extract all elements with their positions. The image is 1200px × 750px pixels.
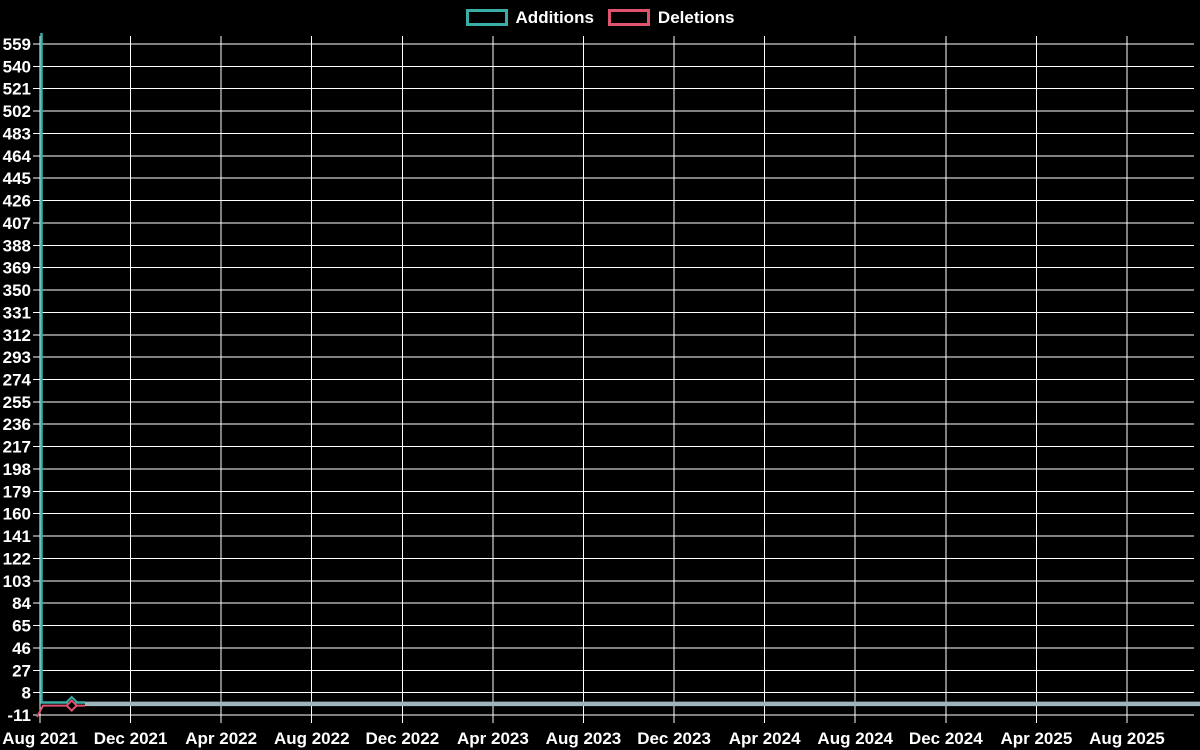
y-tick-label: 65 [12, 616, 31, 636]
legend-swatch-additions-icon [466, 9, 508, 26]
legend-label-deletions: Deletions [657, 8, 735, 27]
y-tick-label: 483 [2, 124, 31, 144]
x-tick-label: Aug 2022 [273, 729, 350, 748]
y-tick-label: 445 [2, 169, 31, 189]
x-tick-label: Aug 2021 [2, 729, 78, 748]
y-tick-label: 293 [2, 348, 31, 368]
y-tick-label: 388 [2, 236, 31, 256]
x-tick-label: Apr 2025 [1000, 729, 1073, 748]
y-tick-label: 103 [2, 571, 31, 591]
y-tick-label: 84 [12, 594, 31, 614]
x-tick-label: Aug 2023 [545, 729, 622, 748]
legend-swatch-deletions-icon [608, 9, 650, 26]
y-tick-label: 217 [2, 437, 31, 457]
y-tick-label: 46 [12, 638, 31, 658]
y-tick-label: 502 [2, 102, 31, 122]
x-tick-label: Aug 2025 [1089, 729, 1165, 748]
x-tick-label: Dec 2022 [365, 729, 440, 748]
y-tick-label: 236 [2, 415, 31, 435]
x-tick-label: Apr 2023 [456, 729, 529, 748]
y-tick-label: -11 [7, 706, 31, 725]
y-tick-label: 274 [2, 370, 31, 390]
y-tick-label: 27 [12, 661, 31, 681]
x-tick-label: Apr 2024 [728, 729, 801, 748]
x-tick-label: Dec 2021 [93, 729, 168, 748]
y-tick-label: 521 [2, 79, 31, 99]
x-tick-label: Apr 2022 [185, 729, 258, 748]
y-tick-label: 369 [2, 258, 31, 278]
legend-item-deletions [608, 9, 735, 26]
chart-legend [0, 9, 1200, 26]
y-tick-label: 179 [2, 482, 31, 502]
x-tick-label: Aug 2024 [817, 729, 894, 748]
legend-item-additions [466, 9, 594, 26]
y-tick-label: 8 [21, 683, 31, 703]
y-tick-label: 464 [2, 146, 31, 166]
y-tick-label: 122 [2, 549, 31, 569]
y-tick-label: 331 [2, 303, 31, 323]
y-tick-label: 160 [2, 504, 31, 524]
y-tick-label: 141 [2, 527, 31, 547]
y-tick-label: 407 [2, 213, 31, 233]
y-tick-label: 426 [2, 191, 31, 211]
y-tick-label: 312 [2, 325, 31, 345]
x-tick-label: Dec 2023 [637, 729, 711, 748]
y-tick-label: 559 [2, 35, 31, 54]
x-tick-label: Dec 2024 [908, 729, 983, 748]
y-tick-label: 198 [2, 459, 31, 479]
legend-label-additions: Additions [515, 8, 594, 27]
y-tick-label: 540 [2, 57, 31, 77]
y-tick-label: 255 [2, 392, 31, 412]
y-tick-label: 350 [2, 281, 31, 301]
